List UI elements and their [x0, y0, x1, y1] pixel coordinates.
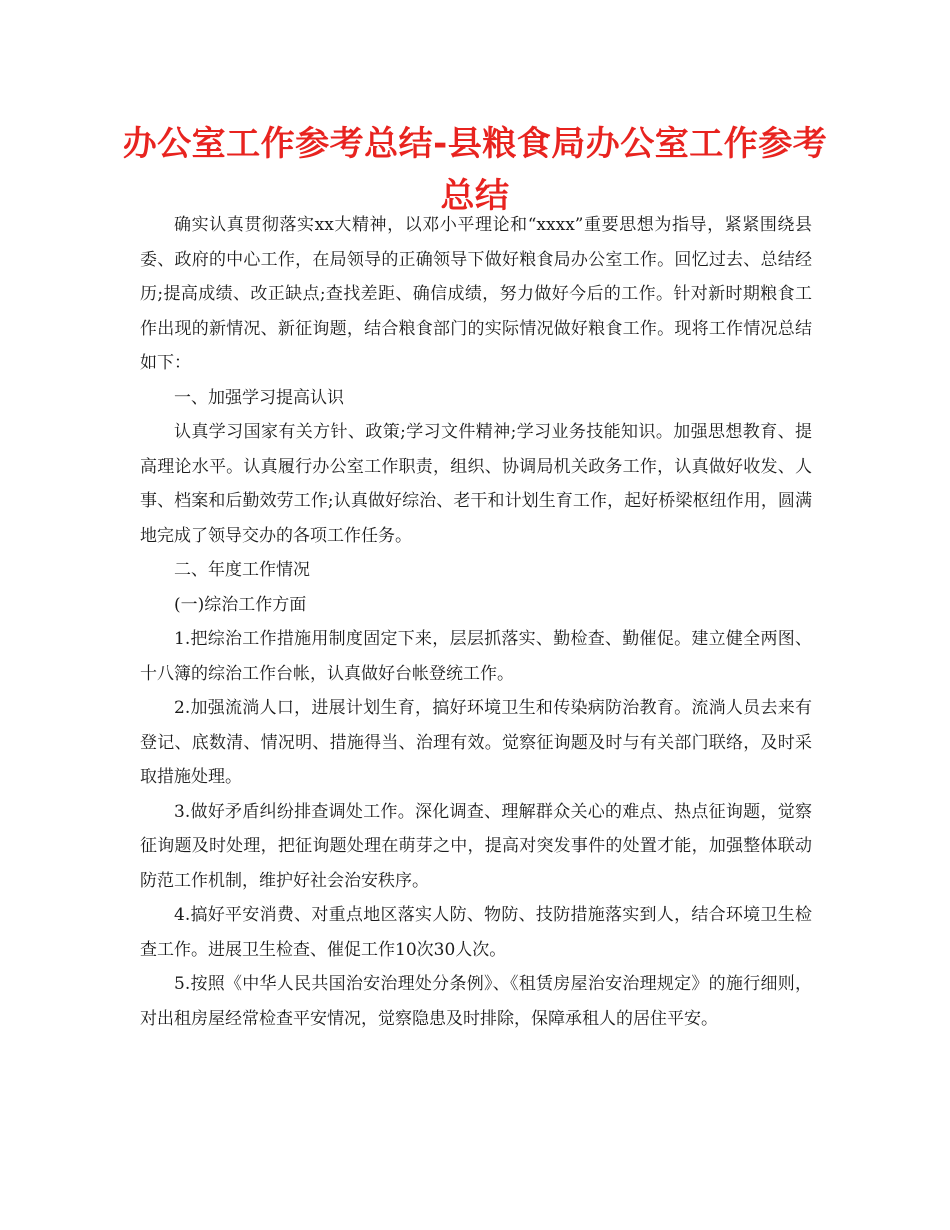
list-item-3: 3.做好矛盾纠纷排查调处工作。深化调查、理解群众关心的难点、热点征询题，觉察征询题及时处理，把征询题处理在萌芽之中，提高对突发事件的处置才能，加强整体联动防范工作机制，维护好社会治安秩序。	[140, 801, 812, 891]
section-heading-1: 一、加强学习提高认识	[174, 387, 344, 408]
subsection-heading-1: (一)综治工作方面	[174, 594, 307, 615]
paragraph-study: 认真学习国家有关方针、政策;学习文件精神;学习业务技能知识。加强思想教育、提高理论水平。认真履行办公室工作职责，组织、协调局机关政务工作，认真做好收发、人事、档案和后勤效劳工作;认真做好综治、老干和计划生育工作，起好桥梁枢纽作用，圆满地完成了领导交办的各项工作任务。	[140, 422, 812, 546]
section-heading-2: 二、年度工作情况	[174, 560, 310, 580]
list-item-5: 5.按照《中华人民共国治安治理处分条例》、《租赁房屋治安治理规定》的施行细则，对出租房屋经常检查平安情况，觉察隐患及时排除，保障承租人的居住平安。	[140, 974, 812, 1029]
list-item-2: 2.加强流淌人口，进展计划生育，搞好环境卫生和传染病防治教育。流淌人员去来有登记、底数清、情况明、措施得当、治理有效。觉察征询题及时与有关部门联络，及时采取措施处理。	[140, 698, 812, 787]
list-item-1: 1.把综治工作措施用制度固定下来，层层抓落实、勤检查、勤催促。建立健全两图、十八簿的综治工作台帐，认真做好台帐登统工作。	[140, 629, 812, 684]
document-title: 办公室工作参考总结-县粮食局办公室工作参考总结	[122, 124, 828, 216]
list-item-4: 4.搞好平安消费、对重点地区落实人防、物防、技防措施落实到人，结合环境卫生检查工作。进展卫生检查、催促工作10次30人次。	[140, 905, 812, 960]
document-body	[140, 208, 812, 1036]
paragraph-intro: 确实认真贯彻落实xx大精神，以邓小平理论和“xxxx”重要思想为指导，紧紧围绕县委、政府的中心工作，在局领导的正确领导下做好粮食局办公室工作。回忆过去、总结经历;提高成绩、改正缺点;查找差距、确信成绩，努力做好今后的工作。针对新时期粮食工作出现的新情况、新征询题，结合粮食部门的实际情况做好粮食工作。现将工作情况总结如下：	[140, 215, 812, 373]
